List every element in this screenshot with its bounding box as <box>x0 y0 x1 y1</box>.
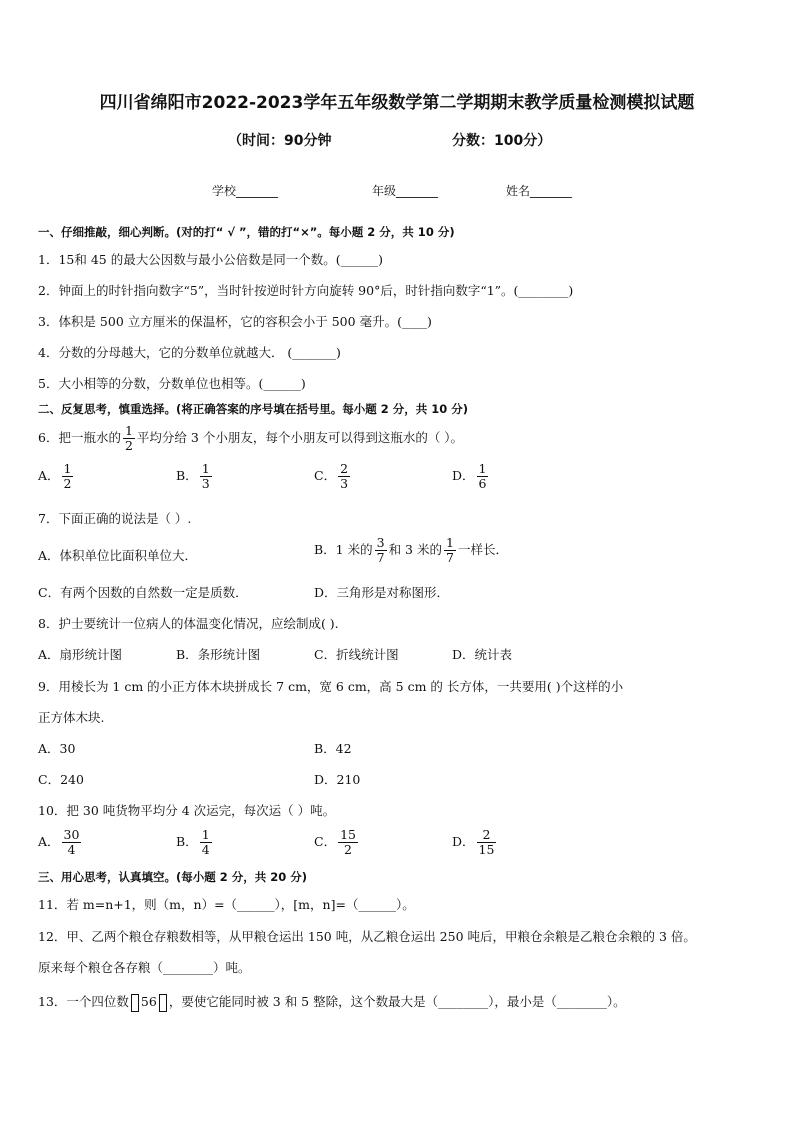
option-label: D． <box>452 834 475 849</box>
option-label: C． <box>314 834 337 849</box>
fraction-numerator: 15 <box>340 827 356 842</box>
q6-option-c <box>314 462 352 491</box>
q7-option-b <box>314 536 508 565</box>
fraction <box>477 462 489 491</box>
fraction-numerator: 1 <box>63 461 72 476</box>
fraction-denominator: 7 <box>445 550 454 565</box>
fraction <box>477 828 497 857</box>
fraction-denominator: 4 <box>201 842 210 857</box>
fraction <box>200 462 212 491</box>
q6-option-a <box>38 462 75 491</box>
option-label: A． <box>38 834 60 849</box>
question-13 <box>38 992 626 1012</box>
q7-option-a: A．体积单位比面积单位大． <box>38 548 198 563</box>
fraction-numerator: 1 <box>201 461 210 476</box>
fraction-numerator: 2 <box>340 461 349 476</box>
question-7: 7．下面正确的说法是（ ）. <box>38 511 192 526</box>
school-field: 学校_______ <box>212 184 279 198</box>
fraction-denominator: 15 <box>478 842 495 857</box>
q8-option-c: C．折线统计图 <box>314 647 399 662</box>
q9-option-a: A．30 <box>38 741 76 756</box>
fraction-denominator: 2 <box>124 438 133 453</box>
section-3-heading: 三、用心思考，认真填空。(每小题 2 分，共 20 分) <box>38 870 308 884</box>
fraction-denominator: 2 <box>63 476 72 491</box>
question-9-line-1: 9．用棱长为 1 cm 的小正方体木块拼成长 7 cm，宽 6 cm，高 5 cm 的 长方体，一共要用( )个这样的小 <box>38 679 624 694</box>
fraction-denominator: 3 <box>201 476 210 491</box>
question-3: 3．体积是 500 立方厘米的保温杯，它的容积会小于 500 毫升。(____) <box>38 314 432 329</box>
question-13-text-pre: 13．一个四位数 <box>38 994 129 1009</box>
fraction <box>338 462 350 491</box>
question-6 <box>38 424 463 453</box>
option-text: 和 3 米的 <box>388 542 442 557</box>
fraction-denominator: 2 <box>344 842 352 857</box>
name-field: 姓名_______ <box>506 184 573 198</box>
question-11: 11．若 m=n+1，则（m，n）=（______），[m，n]=（______）。 <box>38 897 415 912</box>
question-10: 10．把 30 吨货物平均分 4 次运完，每次运（ ）吨。 <box>38 803 336 818</box>
fraction-numerator: 30 <box>63 827 80 842</box>
option-text: B．1 米的 <box>314 542 373 557</box>
fraction-denominator: 3 <box>340 476 349 491</box>
grade-field: 年级_______ <box>372 184 439 198</box>
question-9-line-2: 正方体木块. <box>38 710 105 725</box>
q6-option-d <box>452 462 490 491</box>
fraction-numerator: 2 <box>477 828 497 843</box>
q8-option-b: B．条形统计图 <box>176 647 261 662</box>
section-2-heading: 二、反复思考，慎重选择。(将正确答案的序号填在括号里。每小题 2 分，共 10 分) <box>38 402 469 416</box>
q8-option-d: D．统计表 <box>452 647 513 662</box>
question-4: 4．分数的分母越大，它的分数单位就越大． (_______) <box>38 345 341 360</box>
q10-option-c <box>314 828 360 857</box>
option-label: D． <box>452 468 475 483</box>
fraction-numerator: 3 <box>376 535 385 550</box>
q9-option-c: C．240 <box>38 772 84 787</box>
fraction <box>338 828 358 857</box>
fraction-denominator: 4 <box>67 842 76 857</box>
question-6-text-pre: 6．把一瓶水的 <box>38 430 121 445</box>
question-1: 1．15和 45 的最大公因数与最小公倍数是同一个数。(______) <box>38 252 383 267</box>
blank-digit-box <box>131 994 139 1012</box>
fraction <box>444 536 456 565</box>
exam-time: （时间：90分钟 <box>228 133 332 149</box>
q10-option-b <box>176 828 214 857</box>
option-label: B． <box>176 834 198 849</box>
fraction-denominator: 6 <box>478 476 487 491</box>
fraction-numerator: 1 <box>124 423 133 438</box>
question-12-line-2: 原来每个粮仓各存粮（________）吨。 <box>38 960 251 975</box>
q9-option-b: B．42 <box>314 741 352 756</box>
q9-option-d: D．210 <box>314 772 361 787</box>
q6-option-b <box>176 462 214 491</box>
fraction <box>62 828 82 857</box>
question-8: 8．护士要统计一位病人的体温变化情况，应绘制成( ). <box>38 616 339 631</box>
fraction <box>123 424 135 453</box>
option-label: C． <box>314 468 337 483</box>
option-label: A． <box>38 468 60 483</box>
fraction <box>62 462 74 491</box>
question-13-text-post: ，要使它能同时被 3 和 5 整除，这个数最大是（________），最小是（________）。 <box>168 994 626 1009</box>
blank-digit-box <box>159 994 167 1012</box>
q10-option-d <box>452 828 498 857</box>
option-text: 一样长． <box>457 542 508 557</box>
fraction-numerator: 1 <box>478 461 487 476</box>
question-13-digits: 56 <box>140 994 157 1009</box>
exam-score: 分数：100分） <box>452 133 552 149</box>
fraction <box>200 828 212 857</box>
question-12-line-1: 12．甲、乙两个粮仓存粮数相等，从甲粮仓运出 150 吨，从乙粮仓运出 250 吨后，甲粮仓余粮是乙粮仓余粮的 3 倍。 <box>38 929 696 944</box>
question-2: 2．钟面上的时针指向数字“5”，当时针按逆时针方向旋转 90°后，时针指向数字“1”。(________) <box>38 283 574 298</box>
q8-option-a: A．扇形统计图 <box>38 647 123 662</box>
fraction-numerator: 1 <box>445 535 454 550</box>
q7-option-c: C．有两个因数的自然数一定是质数． <box>38 585 248 600</box>
page-title: 四川省绵阳市2022-2023学年五年级数学第二学期期末教学质量检测模拟试题 <box>99 93 695 113</box>
q7-option-d: D．三角形是对称图形． <box>314 585 450 600</box>
fraction <box>375 536 387 565</box>
question-6-text-post: 平均分给 3 个小朋友，每个小朋友可以得到这瓶水的（ ）。 <box>136 430 464 445</box>
fraction-numerator: 1 <box>201 827 210 842</box>
question-5: 5．大小相等的分数，分数单位也相等。(______) <box>38 376 306 391</box>
q10-option-a <box>38 828 83 857</box>
option-label: B． <box>176 468 198 483</box>
fraction-denominator: 7 <box>376 550 385 565</box>
section-1-heading: 一、仔细推敲，细心判断。(对的打“ √ ”，错的打“×”。每小题 2 分，共 10 分) <box>38 225 455 239</box>
